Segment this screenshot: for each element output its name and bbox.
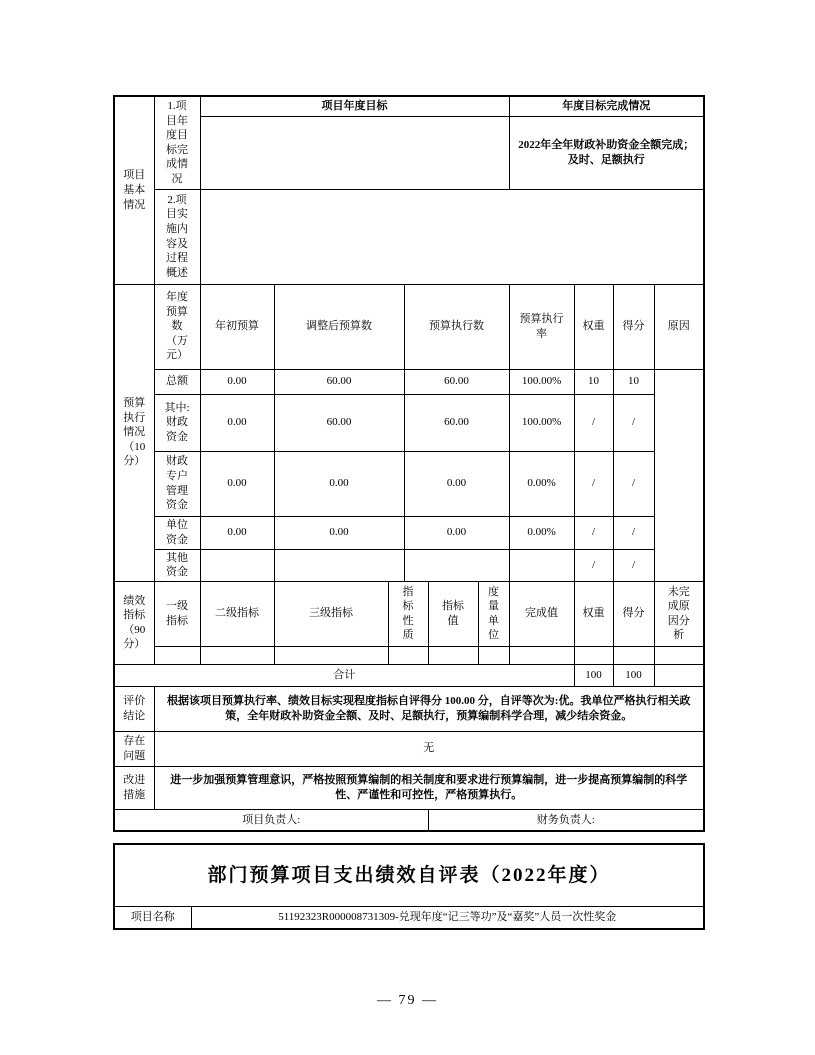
perf-empty-cell (613, 646, 654, 664)
next-evaluation-table (113, 843, 705, 930)
perf-header-nature: 指标性质 (388, 581, 428, 646)
perf-header-level2: 二级指标 (200, 581, 274, 646)
perf-header-score: 得分 (613, 581, 654, 646)
budget-header-executed: 预算执行数 (404, 284, 509, 369)
budget-cell: 60.00 (274, 369, 404, 394)
perf-empty-cell (388, 646, 428, 664)
budget-cell: 0.00 (200, 516, 274, 549)
completion-value: 2022年全年财政补助资金全额完成；及时、足额执行 (509, 116, 704, 189)
budget-cell: / (613, 394, 654, 451)
perf-total-label: 合计 (114, 664, 574, 686)
budget-cell: / (574, 516, 613, 549)
budget-cell (404, 549, 509, 581)
budget-cell: 0.00 (274, 451, 404, 516)
budget-header-col1: 年度预算数（万元） (154, 284, 200, 369)
budget-row-label: 其他资金 (154, 549, 200, 581)
budget-cell: 0.00 (404, 516, 509, 549)
perf-empty-cell (154, 646, 200, 664)
perf-empty-cell (478, 646, 509, 664)
perf-empty-cell (574, 646, 613, 664)
project-name-label: 项目名称 (114, 906, 191, 929)
budget-cell (200, 549, 274, 581)
budget-cell: 10 (613, 369, 654, 394)
problems-content: 无 (154, 731, 704, 766)
budget-header-initial: 年初预算 (200, 284, 274, 369)
perf-empty-cell (654, 646, 704, 664)
budget-cell: / (613, 549, 654, 581)
project-lead-signature: 项目负责人: (114, 809, 428, 831)
basic-row2-value (200, 189, 704, 284)
budget-row-label: 其中:财政资金 (154, 394, 200, 451)
perf-header-level1: 一级指标 (154, 581, 200, 646)
finance-lead-signature: 财务负责人: (428, 809, 704, 831)
perf-header-unit: 度量单位 (478, 581, 509, 646)
budget-cell: 60.00 (404, 394, 509, 451)
budget-header-adjusted: 调整后预算数 (274, 284, 404, 369)
conclusion-content: 根据该项目预算执行率、绩效目标实现程度指标自评得分 100.00 分，自评等次为:优。我单位严格执行相关政策，全年财政补助资金全额、及时、足额执行，预算编制科学合理，减少结余资金。 (154, 686, 704, 731)
budget-cell: 100.00% (509, 369, 574, 394)
budget-cell (274, 549, 404, 581)
budget-reason-value (654, 369, 704, 581)
budget-header-rate: 预算执行率 (509, 284, 574, 369)
budget-cell: 0.00 (274, 516, 404, 549)
budget-cell: 60.00 (404, 369, 509, 394)
problems-label: 存在问题 (114, 731, 154, 766)
budget-cell: / (574, 451, 613, 516)
budget-cell: 10 (574, 369, 613, 394)
completion-header: 年度目标完成情况 (509, 96, 704, 116)
budget-cell: / (613, 451, 654, 516)
budget-cell: 0.00 (200, 394, 274, 451)
self-evaluation-table (113, 95, 705, 832)
perf-total-score: 100 (613, 664, 654, 686)
perf-header-actual: 完成值 (509, 581, 574, 646)
conclusion-label: 评价结论 (114, 686, 154, 731)
budget-header-score: 得分 (613, 284, 654, 369)
section-performance-label: 绩效指标（90分） (114, 581, 154, 664)
perf-empty-cell (274, 646, 388, 664)
budget-row-label: 财政专户管理资金 (154, 451, 200, 516)
budget-cell: / (613, 516, 654, 549)
perf-total-weight: 100 (574, 664, 613, 686)
budget-cell: / (574, 549, 613, 581)
budget-header-weight: 权重 (574, 284, 613, 369)
budget-cell: 60.00 (274, 394, 404, 451)
budget-cell: 0.00% (509, 451, 574, 516)
perf-total-remark (654, 664, 704, 686)
perf-header-unfinished: 未完成原因分析 (654, 581, 704, 646)
budget-row-label: 单位资金 (154, 516, 200, 549)
perf-empty-cell (509, 646, 574, 664)
project-name-value: 51192323R000008731309-兑现年度“记三等功”及“嘉奖”人员一次性奖金 (191, 906, 704, 929)
perf-empty-cell (428, 646, 478, 664)
perf-header-target: 指标值 (428, 581, 478, 646)
budget-cell: 0.00 (200, 451, 274, 516)
basic-row2-label: 2.项目实施内容及过程概述 (154, 189, 200, 284)
page-number: — 79 — (377, 993, 438, 1008)
section-budget-label: 预算执行情况（10分） (114, 284, 154, 581)
perf-header-weight: 权重 (574, 581, 613, 646)
budget-cell: 0.00 (404, 451, 509, 516)
budget-cell (509, 549, 574, 581)
budget-cell: / (574, 394, 613, 451)
perf-empty-cell (200, 646, 274, 664)
perf-header-level3: 三级指标 (274, 581, 388, 646)
annual-goal-header: 项目年度目标 (200, 96, 509, 116)
budget-header-reason: 原因 (654, 284, 704, 369)
table-title: 部门预算项目支出绩效自评表（2022年度） (114, 844, 704, 906)
improvements-label: 改进措施 (114, 766, 154, 809)
budget-cell: 100.00% (509, 394, 574, 451)
budget-row-label: 总额 (154, 369, 200, 394)
annual-goal-value (200, 116, 509, 189)
improvements-content: 进一步加强预算管理意识，严格按照预算编制的相关制度和要求进行预算编制，进一步提高预算编制的科学性、严谨性和可控性，严格预算执行。 (154, 766, 704, 809)
basic-row1-label: 1.项目年度目标完成情况 (154, 96, 200, 189)
budget-cell: 0.00% (509, 516, 574, 549)
section-basic-label: 项目基本情况 (114, 96, 154, 284)
budget-cell: 0.00 (200, 369, 274, 394)
